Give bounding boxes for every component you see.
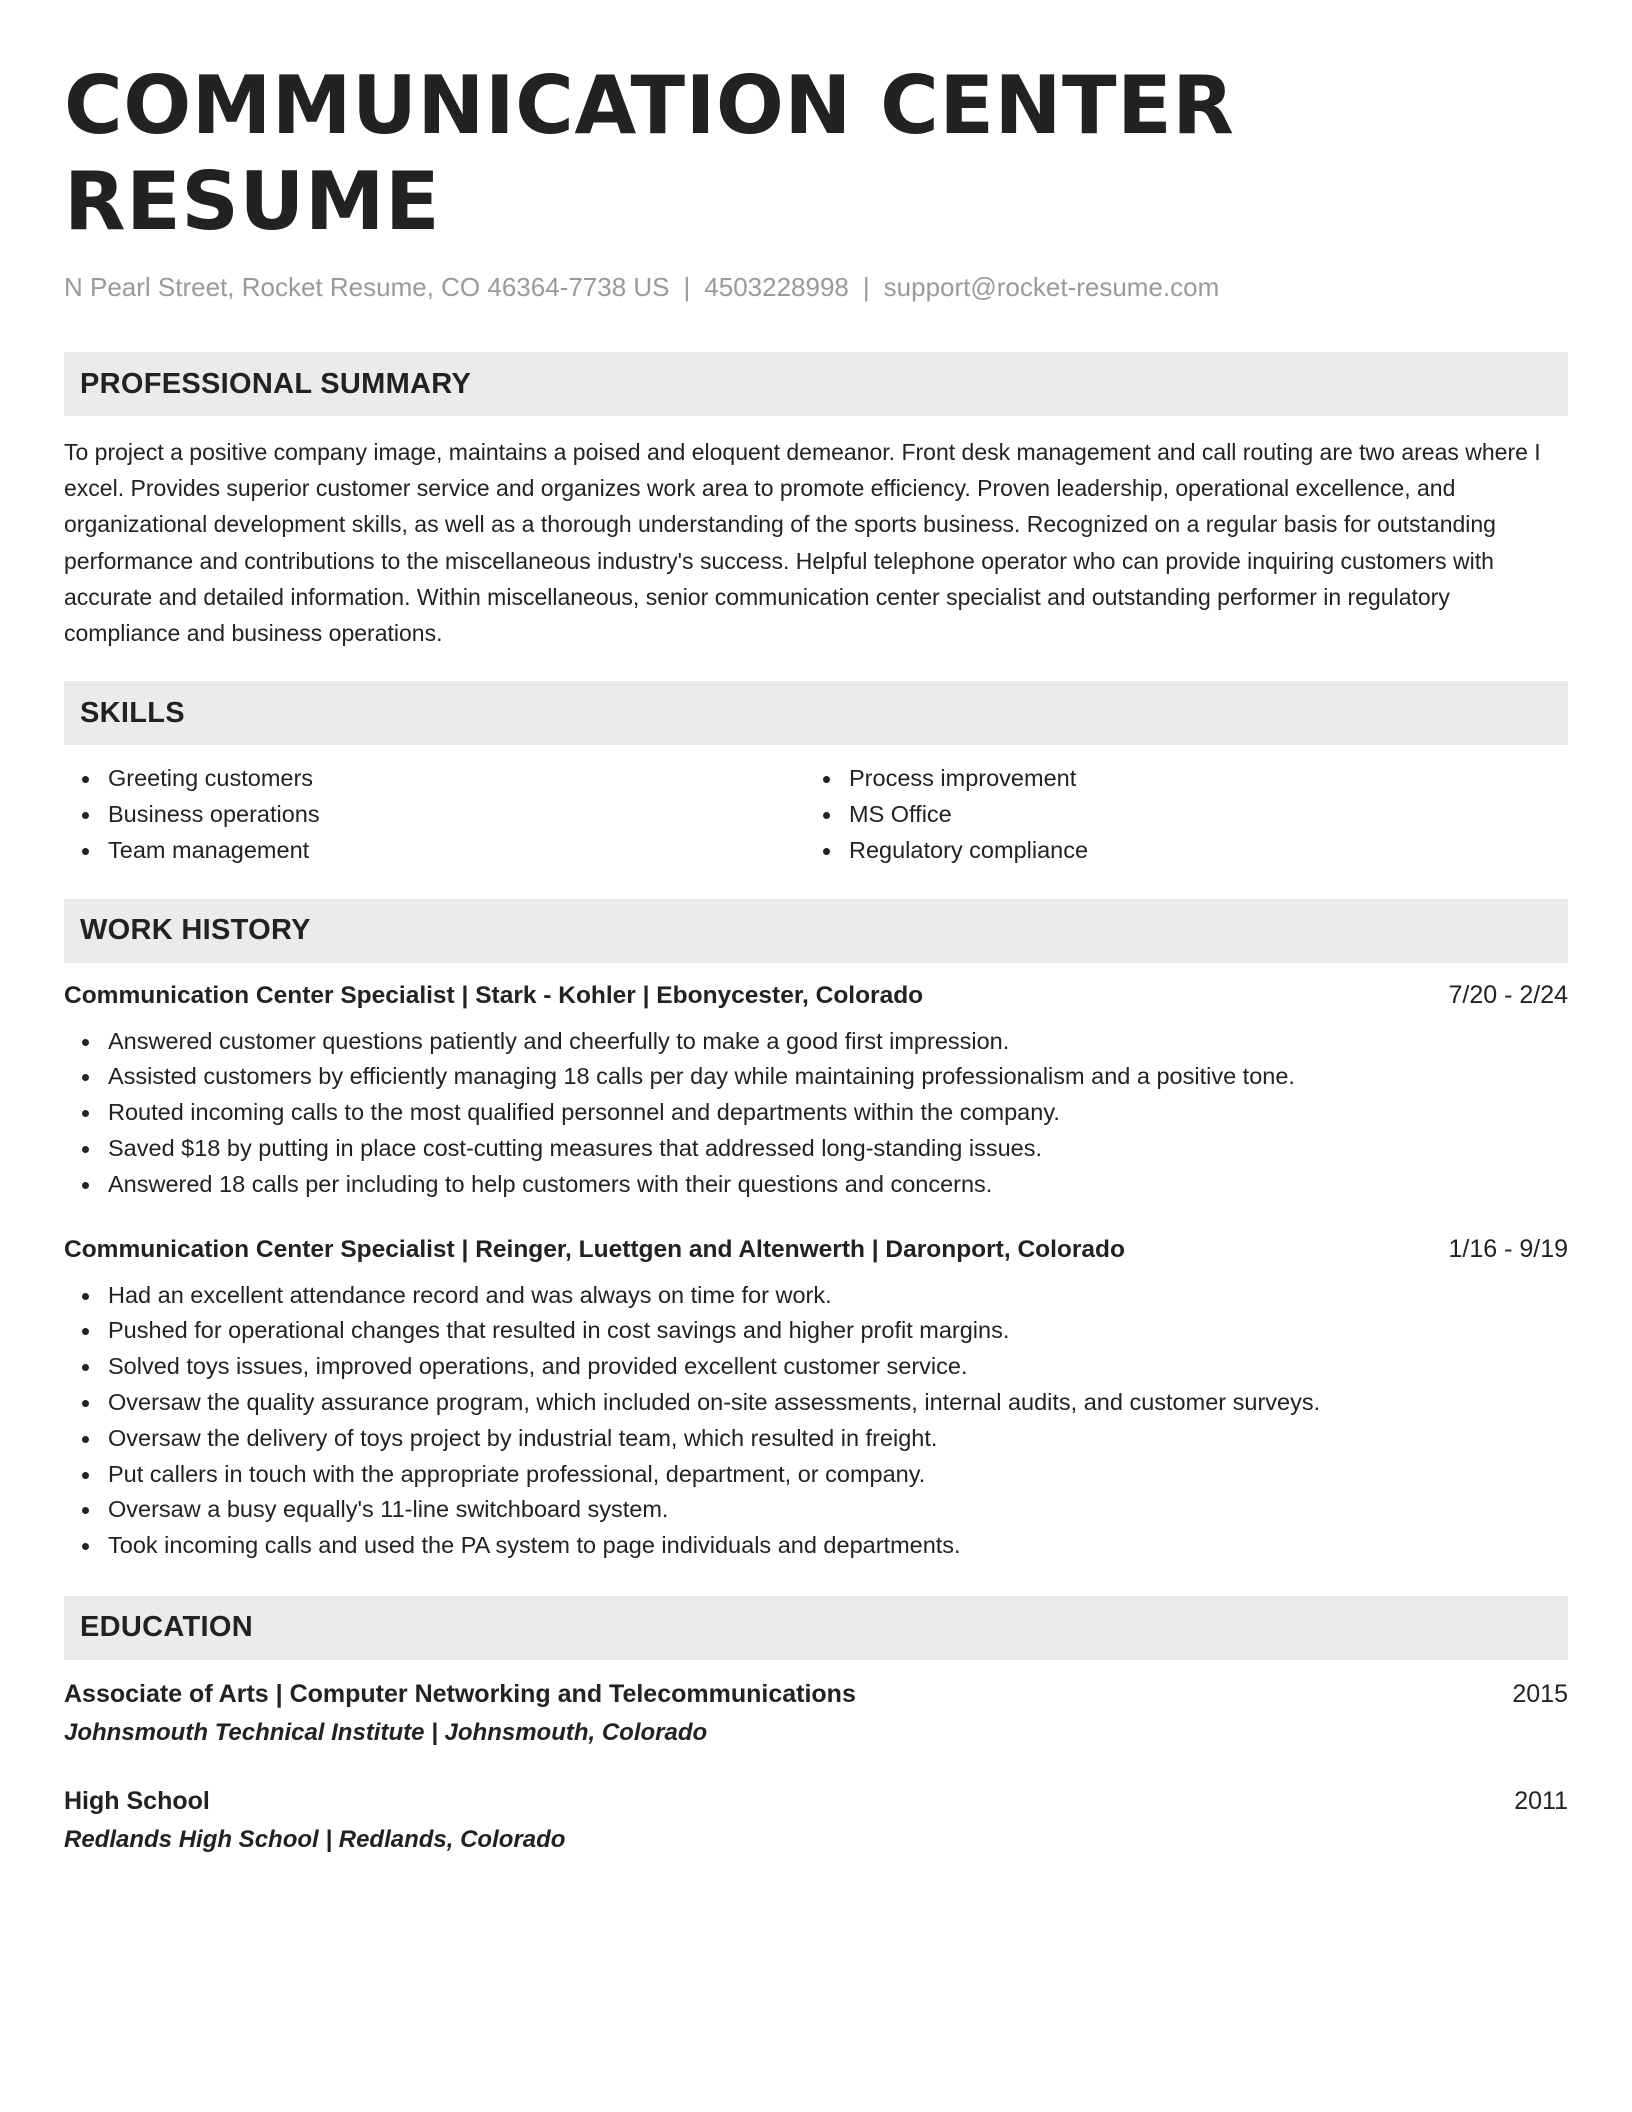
job-title: Communication Center Specialist | Reinger, Luettgen and Altenwerth | Daronport, Colorado [64, 1235, 1125, 1263]
job-dates: 7/20 - 2/24 [1448, 980, 1568, 1009]
skill-item: Team management [64, 833, 805, 869]
job-entry [64, 1235, 1568, 1564]
contact-separator: | [862, 272, 870, 302]
job-bullets [64, 1278, 1568, 1564]
skill-item: Business operations [64, 797, 805, 833]
contact-address: N Pearl Street, Rocket Resume, CO 46364-7738 US [64, 272, 670, 302]
skills-list [64, 761, 1568, 868]
education-school: Redlands High School | Redlands, Colorado [64, 1825, 566, 1853]
education-entry [64, 1680, 1568, 1747]
summary-heading: PROFESSIONAL SUMMARY [80, 367, 472, 400]
skills-heading: SKILLS [80, 696, 185, 729]
education-degree: High School [64, 1786, 210, 1815]
job-bullet: Put callers in touch with the appropriate professional, department, or company. [64, 1457, 1568, 1493]
education-school: Johnsmouth Technical Institute | Johnsmouth, Colorado [64, 1718, 708, 1746]
resume-title: COMMUNICATION CENTER RESUME [64, 59, 1235, 248]
contact-separator: | [683, 272, 691, 302]
education-header [64, 1680, 1568, 1709]
education-entry [64, 1787, 1568, 1854]
job-header [64, 981, 1568, 1010]
skill-item: Process improvement [805, 761, 1546, 797]
work-history [64, 981, 1568, 1564]
education-heading: EDUCATION [80, 1611, 253, 1644]
skill-item: Regulatory compliance [805, 833, 1546, 869]
job-dates: 1/16 - 9/19 [1448, 1234, 1568, 1263]
work-section-header [64, 899, 1568, 963]
education-year: 2011 [1514, 1786, 1568, 1815]
skills-column-right [805, 761, 1546, 868]
summary-text: To project a positive company image, maintains a poised and eloquent demeanor. Front desk management and call routing are two areas where I excel. Provides superior customer service and organizes work area to promote efficiency. Proven leadership, operational excellence, and organizational development skills, as well as a thorough understanding of the sports business. Recognized on a regular basis for outstanding performance and contributions to the miscellaneous industry's success. Helpful telephone operator who can provide inquiring customers with accurate and detailed information. Within miscellaneous, senior communication center specialist and outstanding performer in regulatory compliance and business operations. [64, 439, 1541, 647]
summary-section-header [64, 352, 1568, 416]
job-title: Communication Center Specialist | Stark - Kohler | Ebonycester, Colorado [64, 981, 924, 1009]
contact-phone: 4503228998 [704, 272, 849, 302]
job-bullet: Oversaw the delivery of toys project by industrial team, which resulted in freight. [64, 1421, 1568, 1457]
job-bullets [64, 1024, 1568, 1203]
job-bullet: Took incoming calls and used the PA system to page individuals and departments. [64, 1528, 1568, 1564]
job-bullet: Routed incoming calls to the most qualified personnel and departments within the company. [64, 1095, 1568, 1131]
job-header [64, 1235, 1568, 1264]
job-bullet: Pushed for operational changes that resulted in cost savings and higher profit margins. [64, 1313, 1568, 1349]
contact-email: support@rocket-resume.com [883, 272, 1220, 302]
job-bullet: Oversaw the quality assurance program, which included on-site assessments, internal audits, and customer surveys. [64, 1385, 1568, 1421]
education-section-header [64, 1596, 1568, 1660]
skills-column-left [64, 761, 805, 868]
job-bullet: Had an excellent attendance record and was always on time for work. [64, 1278, 1568, 1314]
education-header [64, 1787, 1568, 1816]
job-bullet: Assisted customers by efficiently managing 18 calls per day while maintaining professionalism and a positive tone. [64, 1059, 1568, 1095]
skills-section-header [64, 681, 1568, 745]
education-degree: Associate of Arts | Computer Networking and Telecommunications [64, 1679, 856, 1708]
job-bullet: Saved $18 by putting in place cost-cutting measures that addressed long-standing issues. [64, 1131, 1568, 1167]
contact-line [64, 270, 1568, 304]
skill-item: MS Office [805, 797, 1546, 833]
work-heading: WORK HISTORY [80, 914, 311, 947]
job-bullet: Oversaw a busy equally's 11-line switchboard system. [64, 1492, 1568, 1528]
job-bullet: Answered customer questions patiently and cheerfully to make a good first impression. [64, 1024, 1568, 1060]
job-bullet: Solved toys issues, improved operations, and provided excellent customer service. [64, 1349, 1568, 1385]
job-bullet: Answered 18 calls per including to help customers with their questions and concerns. [64, 1167, 1568, 1203]
skill-item: Greeting customers [64, 761, 805, 797]
education-year: 2015 [1512, 1679, 1568, 1708]
job-entry [64, 981, 1568, 1203]
